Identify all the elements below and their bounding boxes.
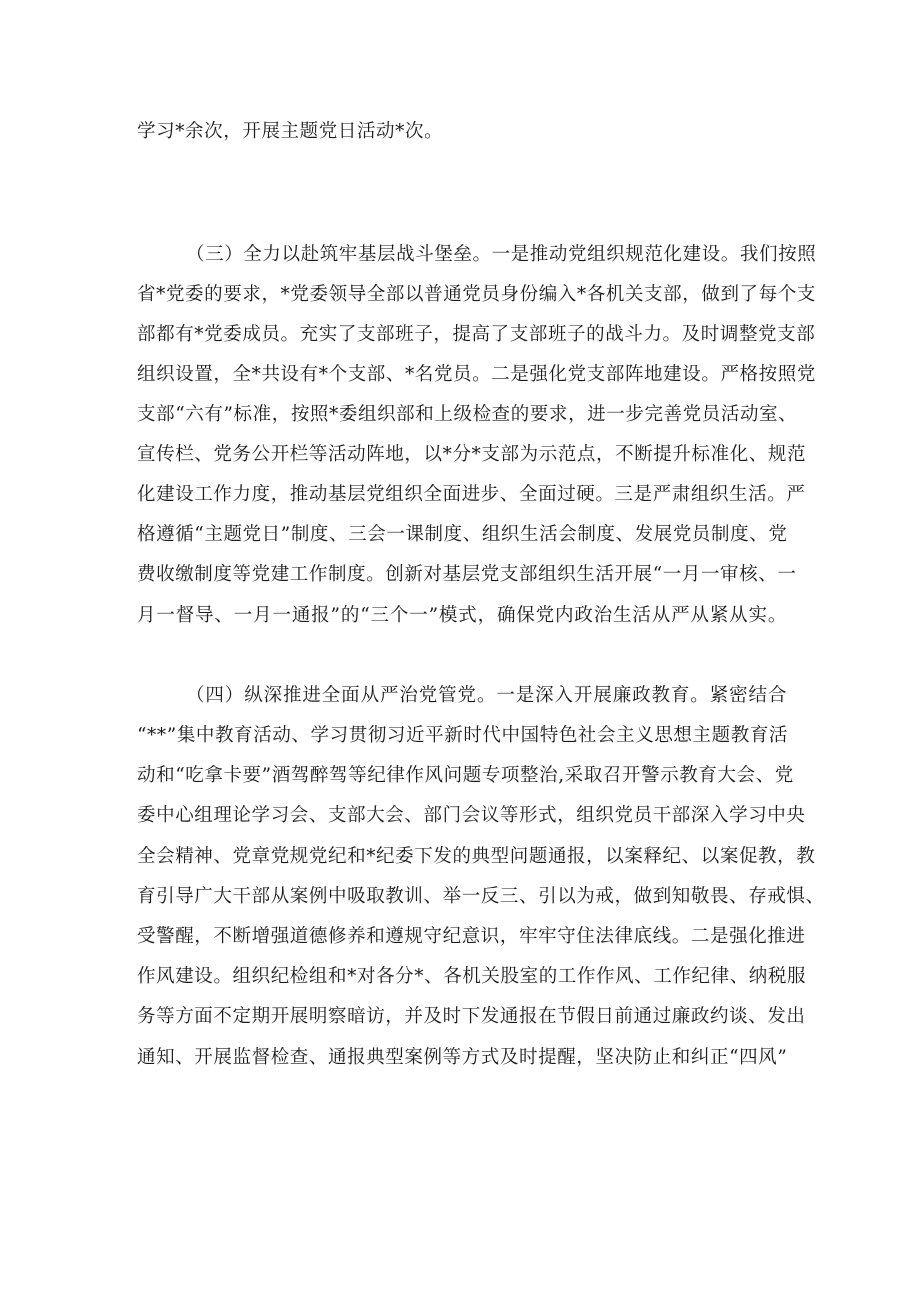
text-line-20: 务等方面不定期开展明察暗访，并及时下发通报在节假日前通过廉政约谈、发出 [137, 1006, 806, 1027]
paragraph-4-heading-line: （四）纵深推进全面从严治党管党。一是深入开展廉政教育。紧密结合 [186, 685, 787, 706]
text-line-17: 育引导广大干部从案例中吸取教训、举一反三、引以为戒，做到知敬畏、存戒惧、 [137, 886, 825, 907]
text-line-15: 委中心组理论学习会、支部大会、部门会议等形式，组织党员干部深入学习中央 [137, 805, 806, 826]
text-line-7: 宣传栏、党务公开栏等活动阵地，以*分*支部为示范点，不断提升标准化、规范 [137, 444, 807, 465]
text-line-4: 部都有*党委成员。充实了支部班子，提高了支部班子的战斗力。及时调整党支部 [137, 324, 816, 345]
text-line-16: 全会精神、党章党规党纪和*纪委下发的典型问题通报，以案释纪、以案促教，教 [137, 846, 816, 867]
text-line-13: “**”集中教育活动、学习贯彻习近平新时代中国特色社会主义思想主题教育活 [137, 725, 789, 746]
text-line-8: 化建设工作力度，推动基层党组织全面进步、全面过硬。三是严肃组织生活。严 [137, 484, 806, 505]
text-line-11: 月一督导、一月一通报”的“三个一”模式，确保党内政治生活从严从紧从实。 [137, 605, 787, 626]
text-line-10: 费收缴制度等党建工作制度。创新对基层党支部组织生活开展“一月一审核、一 [137, 564, 797, 585]
text-line-9: 格遵循“主题党日”制度、三会一课制度、组织生活会制度、发展党员制度、党 [137, 524, 788, 545]
text-line-19: 作风建设。组织纪检组和*对各分*、各机关股室的工作作风、工作纪律、纳税服 [137, 966, 807, 987]
text-line-18: 受警醒，不断增强道德修养和遵规守纪意识，牢牢守住法律底线。二是强化推进 [137, 926, 806, 947]
paragraph-3-heading-line: （三）全力以赴筑牢基层战斗堡垒。一是推动党组织规范化建设。我们按照 [186, 244, 817, 265]
text-line-14: 动和“吃拿卡要”酒驾醉驾等纪律作风问题专项整治,采取召开警示教育大会、党 [137, 765, 794, 786]
text-line-3: 省*党委的要求，*党委领导全部以普通党员身份编入*各机关支部，做到了每个支 [137, 284, 816, 305]
text-line-5: 组织设置，全*共设有*个支部、*名党员。二是强化党支部阵地建设。严格按照党 [137, 364, 816, 385]
text-line-6: 支部“六有”标准，按照*委组织部和上级检查的要求，进一步完善党员活动室、 [137, 404, 798, 425]
text-line-21: 通知、开展监督检查、通报典型案例等方式及时提醒，坚决防止和纠正“四风” [137, 1047, 788, 1068]
text-line-1: 学习*余次，开展主题党日活动*次。 [137, 121, 444, 142]
